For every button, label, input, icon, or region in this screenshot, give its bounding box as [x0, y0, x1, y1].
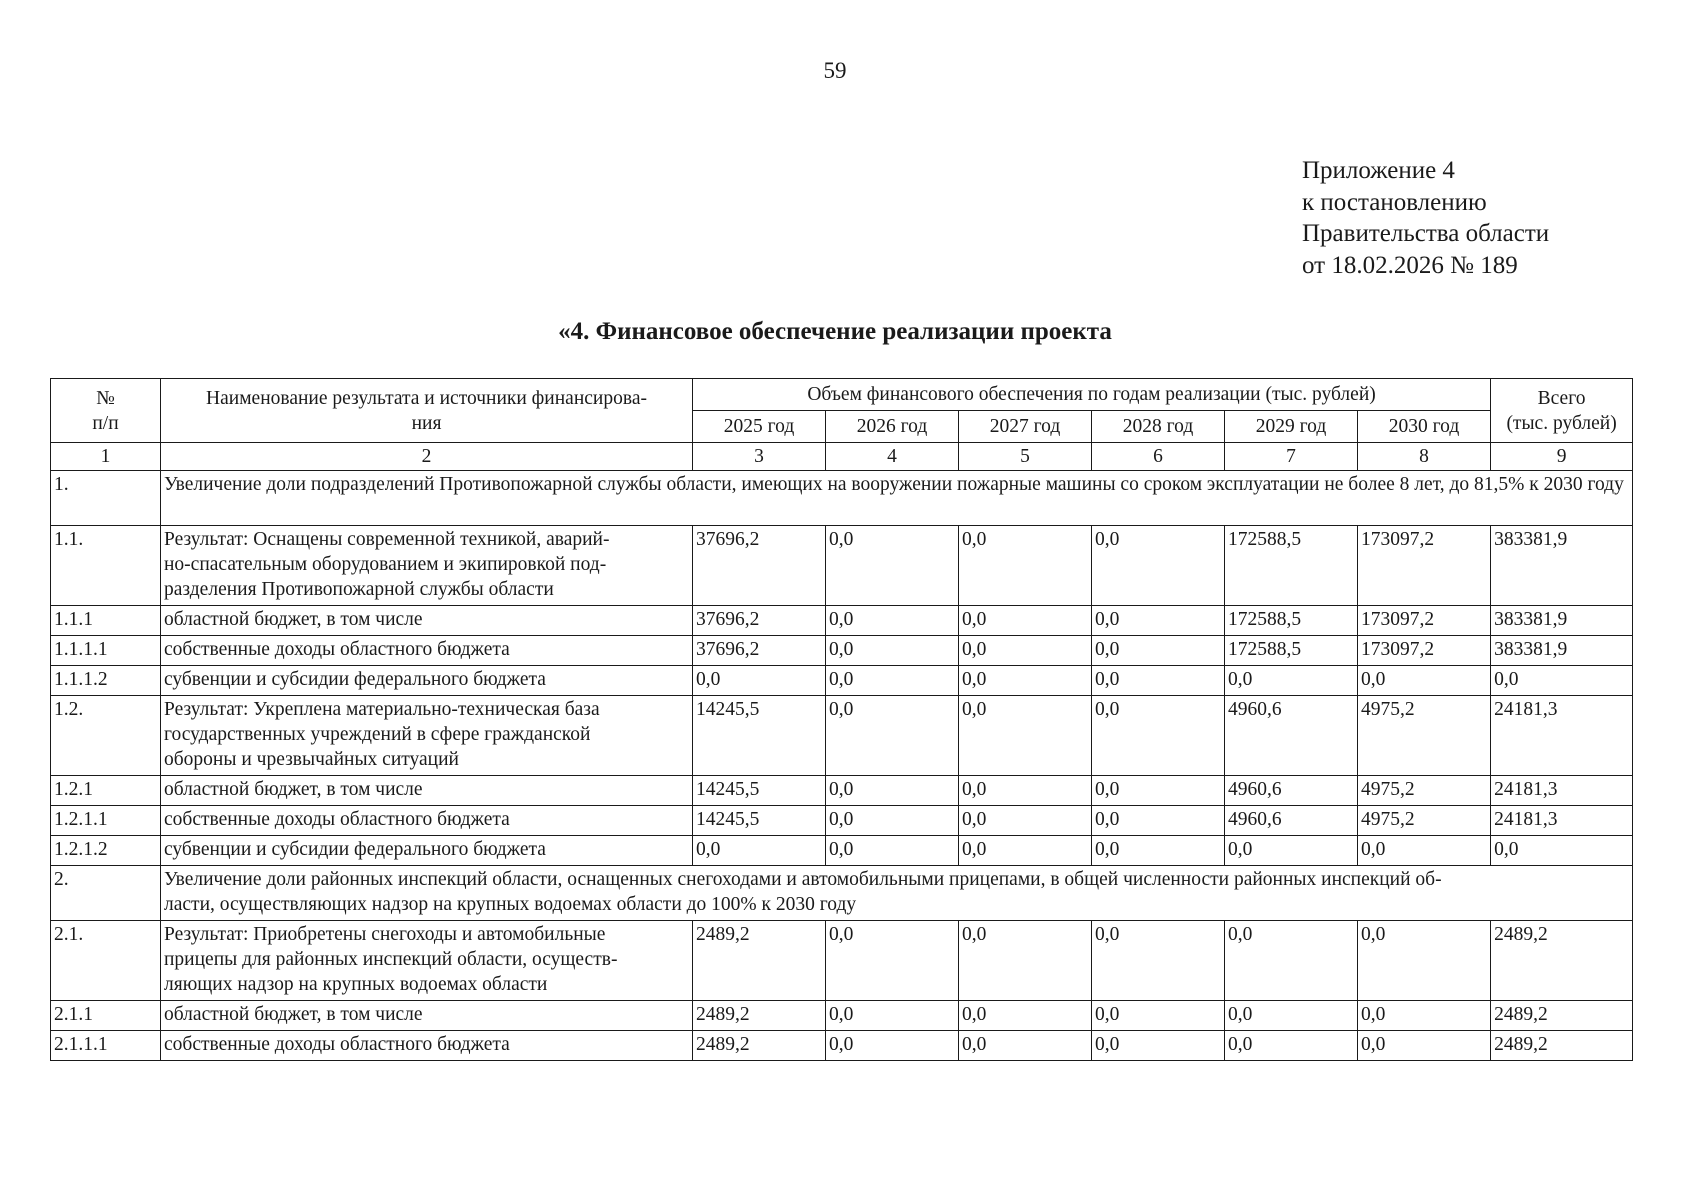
appendix-line: от 18.02.2026 № 189: [1302, 251, 1518, 279]
year-value-cell: 0,0: [693, 666, 826, 696]
total-value-cell: 2489,2: [1491, 921, 1633, 1001]
row-name: собственные доходы областного бюджета: [161, 1031, 693, 1061]
year-value-cell: 0,0: [959, 921, 1092, 1001]
row-number: 2.1.1: [51, 1001, 161, 1031]
year-value-cell: 0,0: [826, 776, 959, 806]
total-value-cell: 24181,3: [1491, 776, 1633, 806]
table-row: [51, 836, 1633, 866]
year-value-cell: 0,0: [1358, 921, 1491, 1001]
table-row: [51, 1001, 1633, 1031]
section-row: [51, 471, 1633, 526]
row-number: 2.1.: [51, 921, 161, 1001]
year-value-cell: 0,0: [959, 696, 1092, 776]
table-row: [51, 636, 1633, 666]
year-value-cell: 0,0: [1092, 526, 1225, 606]
total-value-cell: 2489,2: [1491, 1031, 1633, 1061]
year-value-cell: 0,0: [1092, 606, 1225, 636]
year-value-cell: 0,0: [826, 606, 959, 636]
header-num-label: № п/п: [92, 387, 119, 434]
row-number: 1.: [51, 471, 161, 526]
section-text: Увеличение доли районных инспекций области, оснащенных снегоходами и автомобильными прицепами, в общей численности районных инспекций об- ласти, осуществляющих надзор на крупных водоемах области до 100% к 2030 году: [161, 866, 1633, 921]
year-value-cell: 0,0: [826, 806, 959, 836]
year-value-cell: 0,0: [1358, 1031, 1491, 1061]
table-row: [51, 666, 1633, 696]
year-value-cell: 0,0: [1092, 776, 1225, 806]
appendix-line: к постановлению: [1302, 188, 1487, 216]
total-value-cell: 383381,9: [1491, 606, 1633, 636]
row-name: областной бюджет, в том числе: [161, 606, 693, 636]
row-name: субвенции и субсидии федерального бюджета: [161, 666, 693, 696]
year-value-cell: 0,0: [826, 1031, 959, 1061]
document-title: «4. Финансовое обеспечение реализации проекта: [558, 318, 1112, 345]
year-value-cell: 0,0: [1092, 696, 1225, 776]
column-index: 5: [959, 443, 1092, 471]
year-value-cell: 0,0: [826, 636, 959, 666]
total-value-cell: 24181,3: [1491, 696, 1633, 776]
column-index: 6: [1092, 443, 1225, 471]
total-value-cell: 0,0: [1491, 666, 1633, 696]
total-value-cell: 2489,2: [1491, 1001, 1633, 1031]
year-value-cell: 0,0: [1092, 806, 1225, 836]
year-value-cell: 2489,2: [693, 921, 826, 1001]
table-row: [51, 776, 1633, 806]
column-index: 8: [1358, 443, 1491, 471]
row-number: 2.: [51, 866, 161, 921]
row-number: 1.2.: [51, 696, 161, 776]
year-value-cell: 0,0: [1092, 836, 1225, 866]
year-value-cell: 37696,2: [693, 636, 826, 666]
column-index: 1: [51, 443, 161, 471]
year-value-cell: 0,0: [1225, 836, 1358, 866]
table-row: [51, 526, 1633, 606]
year-value-cell: 0,0: [1225, 666, 1358, 696]
column-index: 7: [1225, 443, 1358, 471]
row-name: Результат: Оснащены современной техникой, аварий- но-спасательным оборудованием и экипировкой под- разделения Противопожарной службы области: [161, 526, 693, 606]
row-name: собственные доходы областного бюджета: [161, 636, 693, 666]
year-value-cell: 14245,5: [693, 776, 826, 806]
year-value-cell: 0,0: [1092, 636, 1225, 666]
year-value-cell: 172588,5: [1225, 606, 1358, 636]
row-number: 1.2.1: [51, 776, 161, 806]
year-value-cell: 0,0: [826, 696, 959, 776]
table-row: [51, 1031, 1633, 1061]
year-value-cell: 0,0: [1225, 1001, 1358, 1031]
header-year: 2027 год: [959, 411, 1092, 443]
year-value-cell: 173097,2: [1358, 526, 1491, 606]
year-value-cell: 0,0: [959, 806, 1092, 836]
year-value-cell: 0,0: [959, 836, 1092, 866]
appendix-block: [1302, 155, 1549, 281]
header-year: 2025 год: [693, 411, 826, 443]
year-value-cell: 0,0: [959, 666, 1092, 696]
year-value-cell: 4960,6: [1225, 806, 1358, 836]
year-value-cell: 172588,5: [1225, 636, 1358, 666]
total-value-cell: 383381,9: [1491, 636, 1633, 666]
total-value-cell: 383381,9: [1491, 526, 1633, 606]
year-value-cell: 0,0: [1092, 666, 1225, 696]
page-number: 59: [823, 58, 847, 83]
column-index: 2: [161, 443, 693, 471]
row-name: областной бюджет, в том числе: [161, 776, 693, 806]
year-value-cell: 0,0: [959, 606, 1092, 636]
header-total-label: Всего (тыс. рублей): [1506, 387, 1617, 434]
row-name: субвенции и субсидии федерального бюджета: [161, 836, 693, 866]
section-row: [51, 866, 1633, 921]
header-name-label: Наименование результата и источники финансирова- ния: [206, 387, 647, 434]
year-value-cell: 4975,2: [1358, 696, 1491, 776]
header-year: 2029 год: [1225, 411, 1358, 443]
header-name: [161, 379, 693, 443]
year-value-cell: 0,0: [959, 1031, 1092, 1061]
year-value-cell: 0,0: [826, 921, 959, 1001]
table-row: [51, 806, 1633, 836]
financing-table: [50, 378, 1633, 1061]
total-value-cell: 0,0: [1491, 836, 1633, 866]
year-value-cell: 14245,5: [693, 696, 826, 776]
year-value-cell: 4975,2: [1358, 776, 1491, 806]
year-value-cell: 0,0: [959, 526, 1092, 606]
header-total: [1491, 379, 1633, 443]
year-value-cell: 0,0: [959, 776, 1092, 806]
year-value-cell: 0,0: [826, 1001, 959, 1031]
row-name: Результат: Приобретены снегоходы и автомобильные прицепы для районных инспекций области, осуществ- ляющих надзор на крупных водоемах области: [161, 921, 693, 1001]
year-value-cell: 0,0: [1225, 921, 1358, 1001]
year-value-cell: 0,0: [826, 526, 959, 606]
header-year: 2030 год: [1358, 411, 1491, 443]
year-value-cell: 4960,6: [1225, 696, 1358, 776]
year-value-cell: 0,0: [1225, 1031, 1358, 1061]
year-value-cell: 0,0: [1358, 1001, 1491, 1031]
year-value-cell: 37696,2: [693, 526, 826, 606]
row-name: Результат: Укреплена материально-техническая база государственных учреждений в сфере гражданской обороны и чрезвычайных ситуаций: [161, 696, 693, 776]
row-number: 1.1.1.1: [51, 636, 161, 666]
header-num: [51, 379, 161, 443]
year-value-cell: 173097,2: [1358, 606, 1491, 636]
appendix-line: Приложение 4: [1302, 157, 1455, 184]
year-value-cell: 37696,2: [693, 606, 826, 636]
year-value-cell: 0,0: [1092, 921, 1225, 1001]
header-year: 2026 год: [826, 411, 959, 443]
year-value-cell: 0,0: [959, 1001, 1092, 1031]
header-year: 2028 год: [1092, 411, 1225, 443]
column-index: 9: [1491, 443, 1633, 471]
row-number: 1.1.1.2: [51, 666, 161, 696]
row-name: областной бюджет, в том числе: [161, 1001, 693, 1031]
year-value-cell: 0,0: [826, 666, 959, 696]
column-index: 4: [826, 443, 959, 471]
total-value-cell: 24181,3: [1491, 806, 1633, 836]
year-value-cell: 0,0: [1358, 836, 1491, 866]
year-value-cell: 14245,5: [693, 806, 826, 836]
year-value-cell: 2489,2: [693, 1001, 826, 1031]
year-value-cell: 4960,6: [1225, 776, 1358, 806]
appendix-line: Правительства области: [1302, 220, 1550, 247]
row-number: 1.2.1.2: [51, 836, 161, 866]
year-value-cell: 172588,5: [1225, 526, 1358, 606]
year-value-cell: 0,0: [1092, 1001, 1225, 1031]
table-row: [51, 606, 1633, 636]
year-value-cell: 0,0: [1358, 666, 1491, 696]
column-index: 3: [693, 443, 826, 471]
year-value-cell: 0,0: [693, 836, 826, 866]
table-row: [51, 921, 1633, 1001]
year-value-cell: 2489,2: [693, 1031, 826, 1061]
year-value-cell: 4975,2: [1358, 806, 1491, 836]
table-row: [51, 696, 1633, 776]
row-number: 1.1.: [51, 526, 161, 606]
row-name: собственные доходы областного бюджета: [161, 806, 693, 836]
year-value-cell: 0,0: [1092, 1031, 1225, 1061]
section-text: Увеличение доли подразделений Противопожарной службы области, имеющих на вооружении пожарные машины со сроком эксплуатации не более 8 лет, до 81,5% к 2030 году: [161, 471, 1633, 526]
year-value-cell: 0,0: [826, 836, 959, 866]
row-number: 1.1.1: [51, 606, 161, 636]
row-number: 2.1.1.1: [51, 1031, 161, 1061]
row-number: 1.2.1.1: [51, 806, 161, 836]
year-value-cell: 173097,2: [1358, 636, 1491, 666]
year-value-cell: 0,0: [959, 636, 1092, 666]
header-volume: Объем финансового обеспечения по годам реализации (тыс. рублей): [693, 379, 1491, 411]
table-body: [51, 471, 1633, 1061]
